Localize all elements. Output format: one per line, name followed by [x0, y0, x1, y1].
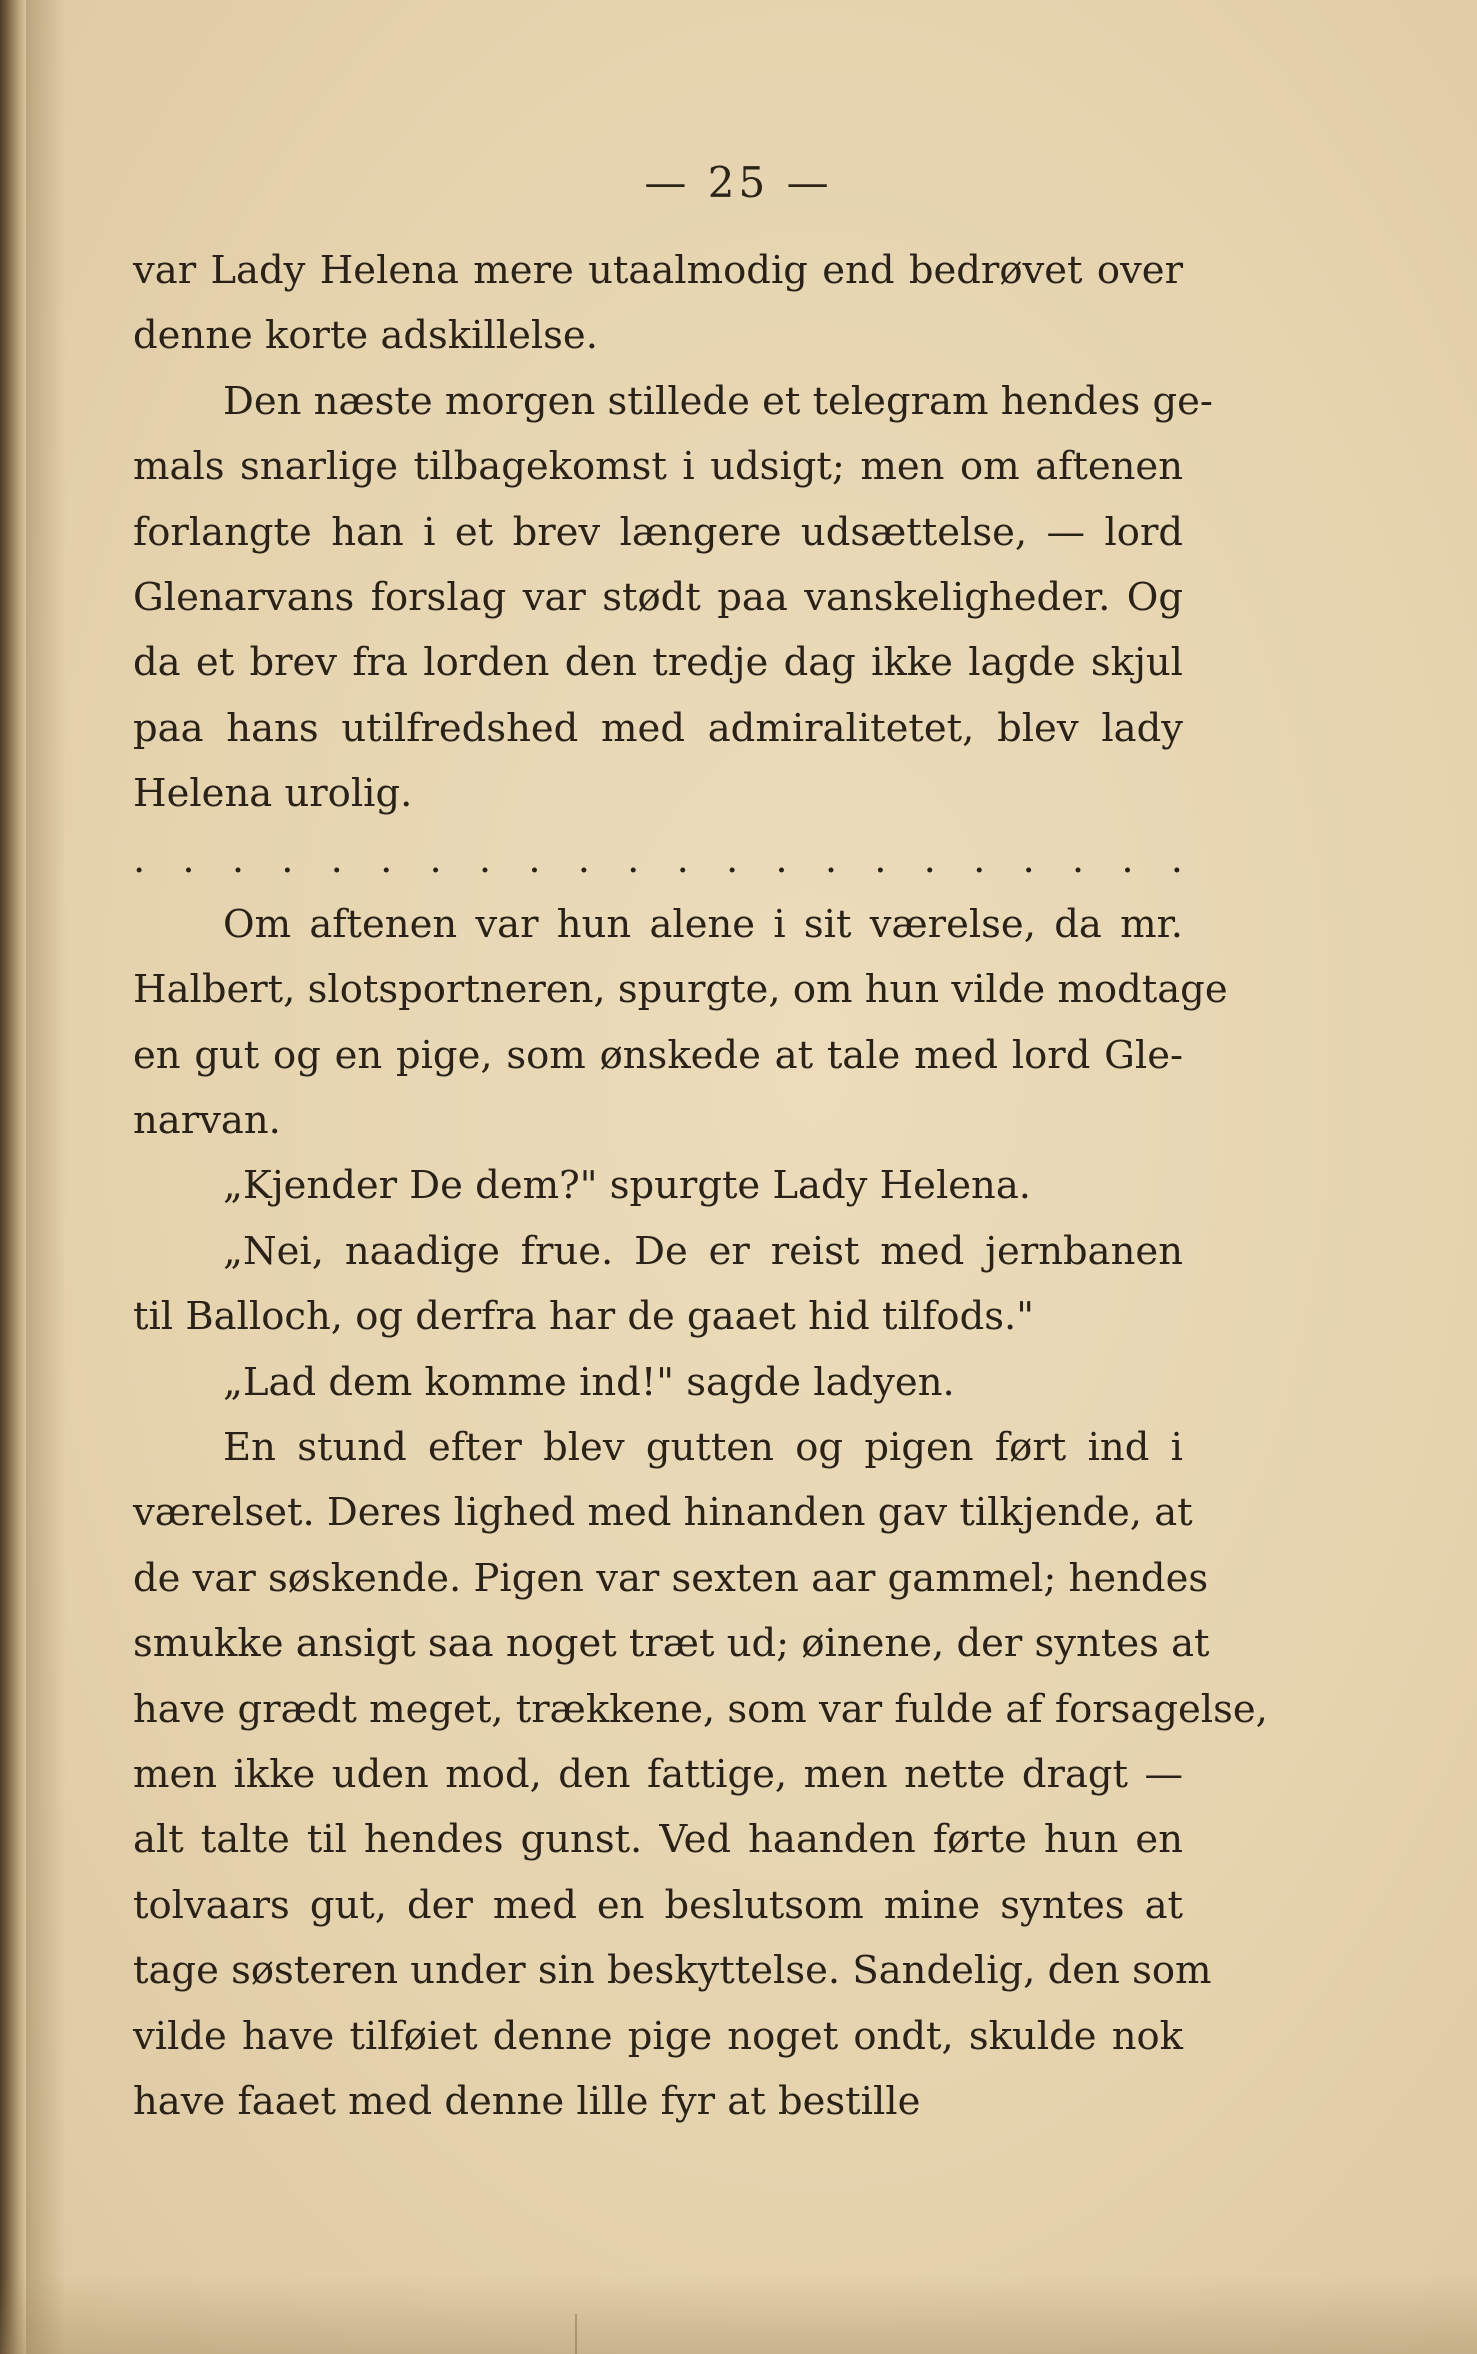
text-line: alt talte til hendes gunst. Ved haanden førte hun en [133, 1817, 1183, 1863]
section-separator-dots: . . . . . . . . . . . . . . . . . . . . . . [133, 836, 1183, 882]
text-line: var Lady Helena mere utaalmodig end bedrøvet over [133, 248, 1183, 293]
text-line: da et brev fra lorden den tredje dag ikke lagde skjul [133, 640, 1183, 686]
text-line: Glenarvans forslag var stødt paa vanskeligheder. Og [133, 574, 1183, 620]
spine-shadow [26, 0, 66, 2354]
text-line: tage søsteren under sin beskyttelse. Sandelig, den som [133, 1948, 1212, 1994]
text-line: Den næste morgen stillede et telegram hendes ge- [223, 378, 1213, 424]
text-line: En stund efter blev gutten og pigen ført ind i [223, 1425, 1183, 1471]
text-line: tolvaars gut, der med en beslutsom mine syntes at [133, 1882, 1183, 1928]
text-line: Halbert, slotsportneren, spurgte, om hun vilde modtage [133, 967, 1228, 1013]
text-line: Helena urolig. [133, 771, 413, 817]
body-text [133, 238, 1268, 2134]
text-line: til Balloch, og derfra har de gaaet hid tilfods." [133, 1294, 1034, 1340]
text-line: „Nei, naadige frue. De er reist med jernbanen [223, 1228, 1183, 1274]
page-fold-mark [575, 2314, 577, 2354]
text-line: „Lad dem komme ind!" sagde ladyen. [223, 1359, 955, 1405]
book-spine [0, 0, 26, 2354]
text-line: paa hans utilfredshed med admiralitetet, blev lady [133, 705, 1183, 751]
text-line: have faaet med denne lille fyr at bestille [133, 2078, 921, 2124]
text-line: have grædt meget, trækkene, som var fulde af forsagelse, [133, 1686, 1268, 1732]
text-line: de var søskende. Pigen var sexten aar gammel; hendes [133, 1555, 1209, 1601]
text-line: Om aftenen var hun alene i sit værelse, da mr. [223, 901, 1183, 947]
text-line: værelset. Deres lighed med hinanden gav tilkjende, at [133, 1490, 1193, 1536]
text-line: en gut og en pige, som ønskede at tale med lord Gle- [133, 1032, 1183, 1078]
text-line: „Kjender De dem?" spurgte Lady Helena. [223, 1163, 1032, 1209]
text-line: mals snarlige tilbagekomst i udsigt; men om aftenen [133, 444, 1183, 490]
text-line: narvan. [133, 1098, 281, 1144]
page-edge-stain [0, 2274, 1477, 2354]
text-line: smukke ansigt saa noget træt ud; øinene, der syntes at [133, 1621, 1210, 1667]
text-line: vilde have tilføiet denne pige noget ondt, skulde nok [133, 2013, 1183, 2059]
text-line: forlangte han i et brev længere udsættelse, — lord [133, 509, 1183, 555]
text-line: denne korte adskillelse. [133, 313, 598, 359]
text-line: men ikke uden mod, den fattige, men nette dragt — [133, 1751, 1183, 1797]
page-number: — 25 — [644, 158, 833, 207]
